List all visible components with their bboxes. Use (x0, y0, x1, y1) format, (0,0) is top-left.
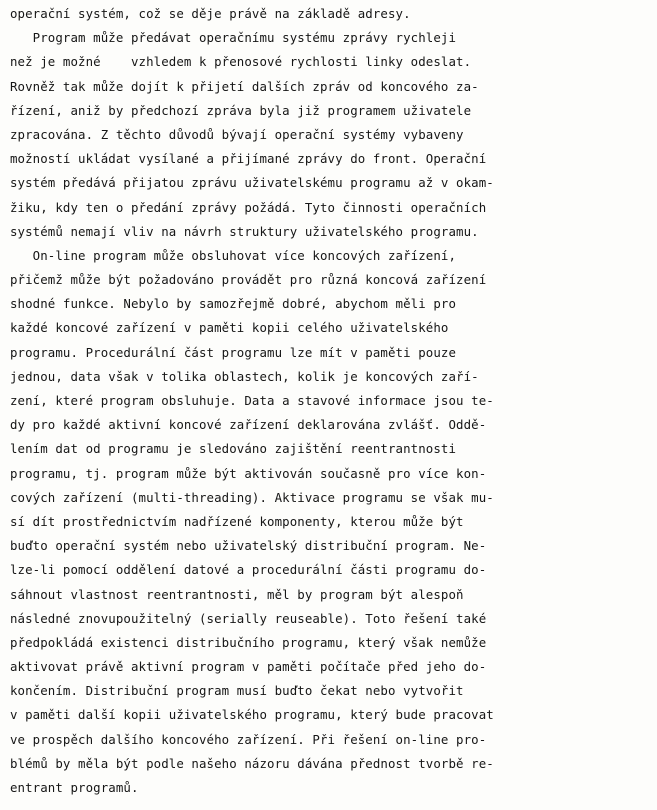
text-line: přičemž může být požadováno provádět pro různá koncová zařízení (10, 272, 487, 288)
text-line: operační systém, což se děje právě na základě adresy. (10, 6, 411, 21)
text-line: cových zařízení (multi-threading). Aktivace programu se však mu- (10, 489, 494, 505)
text-line: entrant programů. (10, 780, 139, 795)
text-line: dy pro každé aktivní koncové zařízení deklarována zvlášť. Oddě- (10, 417, 487, 433)
text-line: sí dít prostřednictvím nadřízené komponenty, kterou může být (10, 513, 464, 529)
text-line: lze-li pomocí oddělení datové a procedurální části programu do- (10, 562, 487, 578)
text-line: v paměti další kopii uživatelského programu, který bude pracovat (10, 707, 494, 723)
text-line: aktivovat právě aktivní program v paměti počítače před jeho do- (10, 659, 487, 675)
text-line: než je možné vzhledem k přenosové rychlosti linky odeslat. (10, 54, 472, 70)
text-line: buďto operační systém nebo uživatelský distribuční program. Ne- (10, 538, 487, 554)
text-line: programu, tj. program může být aktivován současně pro více kon- (10, 465, 487, 481)
text-line: řízení, aniž by předchozí zpráva byla již programem uživatele (10, 102, 472, 118)
text-line: systém předává přijatou zprávu uživatelskému programu až v okam- (10, 175, 494, 191)
text-line: každé koncové zařízení v paměti kopii celého uživatelského (10, 320, 449, 336)
text-line: shodné funkce. Nebylo by samozřejmě dobré, abychom měli pro (10, 296, 457, 312)
text-line: systémů nemají vliv na návrh struktury uživatelského programu. (10, 223, 479, 239)
text-line: končením. Distribuční program musí buďto čekat nebo vytvořit (10, 683, 464, 699)
text-line: zpracována. Z těchto důvodů bývají operační systémy vybaveny (10, 126, 464, 142)
text-line: předpokládá existenci distribučního programu, který však nemůže (10, 634, 487, 650)
text-line: ve prospěch dalšího koncového zařízení. Při řešení on-line pro- (10, 731, 487, 747)
text-line: možností ukládat vysílané a přijímané zprávy do front. Operační (10, 151, 487, 167)
text-line: On-line program může obsluhovat více koncových zařízení, (10, 247, 457, 263)
text-line: sáhnout vlastnost reentrantnosti, měl by program být alespoň (10, 586, 464, 602)
text-line: blémů by měla být podle našeho názoru dávána přednost tvorbě re- (10, 755, 494, 771)
text-line: jednou, data však v tolika oblastech, kolik je koncových zaří- (10, 368, 479, 384)
body-text (10, 2, 650, 800)
text-line: Rovněž tak může dojít k přijetí dalších zpráv od koncového za- (10, 78, 479, 94)
text-line: programu. Procedurální část programu lze mít v paměti pouze (10, 344, 457, 360)
text-line: žiku, kdy ten o předání zprávy požádá. Tyto činnosti operačních (10, 199, 487, 215)
text-line: zení, které program obsluhuje. Data a stavové informace jsou te- (10, 393, 494, 408)
text-line: lením dat od programu je sledováno zajištění reentrantnosti (10, 441, 457, 457)
text-line: následné znovupoužitelný (serially reuseable). Toto řešení také (10, 610, 487, 626)
text-line: Program může předávat operačnímu systému zprávy rychleji (10, 30, 457, 46)
